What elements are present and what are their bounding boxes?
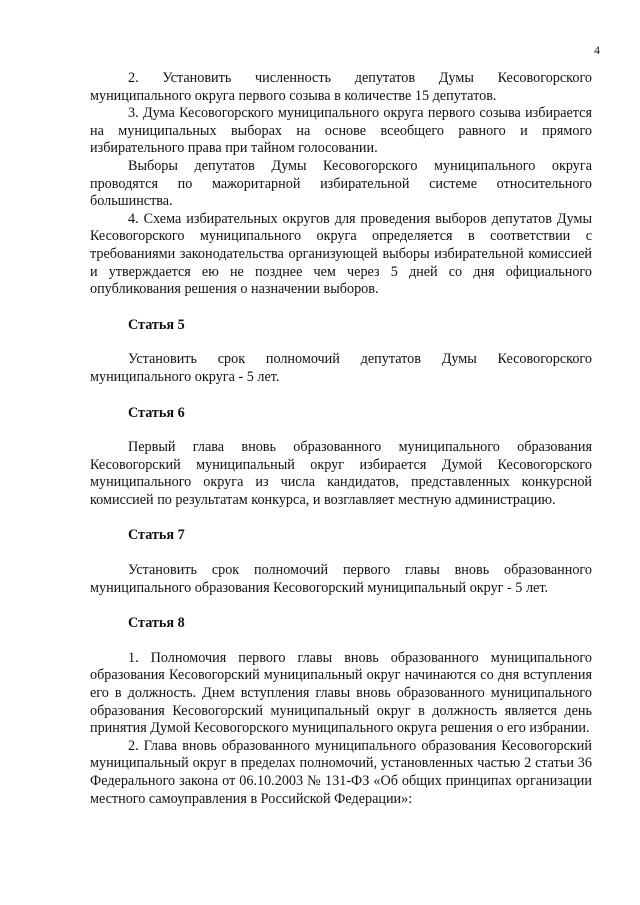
article-8-paragraph-2: 2. Глава вновь образованного муниципального образования Кесовогорский муниципальный округ в пределах полномочий, установленных частью 2 статьи 36 Федерального закона от 06.10.2003 № 131-ФЗ «Об общих принципах организации местного самоуправления в Российской Федерации»: bbox=[90, 737, 592, 807]
article-5-paragraph: Установить срок полномочий депутатов Думы Кесовогорского муниципального округа - 5 лет. bbox=[90, 351, 592, 385]
paragraph-item-4: 4. Схема избирательных округов для проведения выборов депутатов Думы Кесовогорского муниципального округа определяется в соответствии с требованиями законодательства организующей выборы избирательной комиссией и утверждается ею не позднее чем через 5 дней со дня официального опубликования решения о назначении выборов. bbox=[90, 210, 592, 298]
article-8-paragraph-1: 1. Полномочия первого главы вновь образованного муниципального образования Кесовогорский муниципальный округ начинаются со дня вступления его в должность. Днем вступления главы вновь образованного муниципального образования Кесовогорский муниципальный округ в должность является день принятия Думой Кесовогорского муниципального округа решения о его избрании. bbox=[90, 649, 592, 737]
article-7-heading: Статья 7 bbox=[128, 527, 185, 544]
article-8-heading: Статья 8 bbox=[128, 615, 185, 632]
article-6-heading: Статья 6 bbox=[128, 404, 185, 421]
article-5-heading: Статья 5 bbox=[128, 316, 185, 333]
paragraph-item-3: 3. Дума Кесовогорского муниципального округа первого созыва избирается на муниципальных выборах на основе всеобщего равного и прямого избирательного права при тайном голосовании. bbox=[90, 105, 592, 157]
paragraph-item-2: 2. Установить численность депутатов Думы Кесовогорского муниципального округа первого созыва в количестве 15 депутатов. bbox=[90, 70, 592, 104]
article-6-paragraph: Первый глава вновь образованного муниципального образования Кесовогорский муниципальный округ избирается Думой Кесовогорского муниципального округа из числа кандидатов, представленных конкурсной комиссией по результатам конкурса, и возглавляет местную администрацию. bbox=[90, 439, 592, 508]
document-body bbox=[90, 70, 592, 808]
page-number: 4 bbox=[594, 43, 600, 57]
article-7-paragraph: Установить срок полномочий первого главы вновь образованного муниципального образования Кесовогорский муниципальный округ - 5 лет. bbox=[90, 562, 592, 596]
paragraph-elections-system: Выборы депутатов Думы Кесовогорского муниципального округа проводятся по мажоритарной избирательной системе относительного большинства. bbox=[90, 157, 592, 210]
